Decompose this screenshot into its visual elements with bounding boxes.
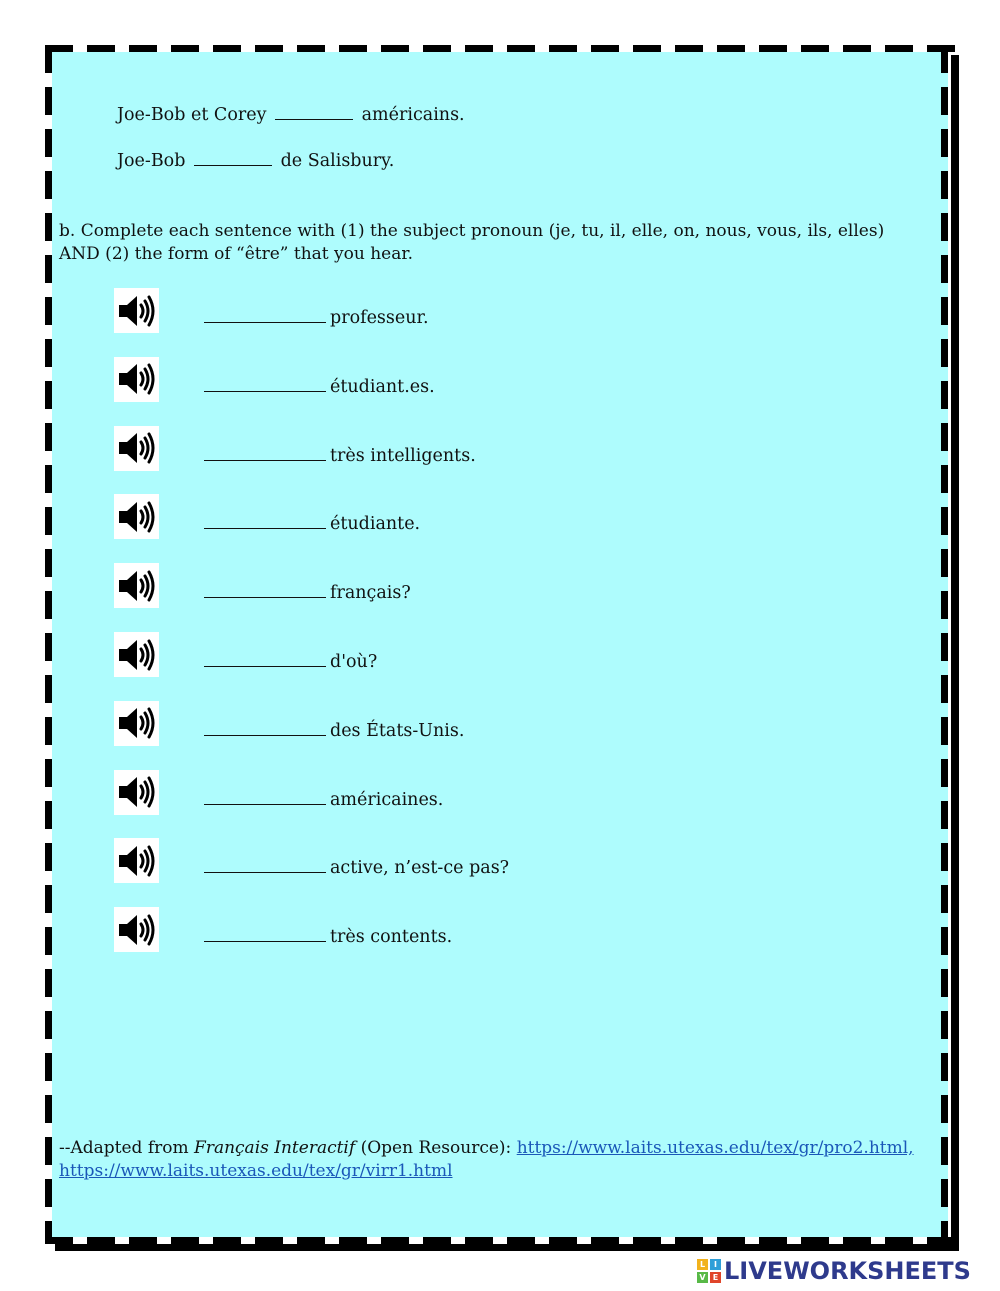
sentence-text: très contents. (330, 927, 453, 948)
credit-prefix: --Adapted from (59, 1138, 195, 1158)
exercise-row (0, 632, 1000, 682)
sentence (204, 308, 429, 328)
part-a-sentence-1 (117, 105, 465, 125)
answer-blank[interactable] (204, 321, 326, 323)
speaker-icon[interactable] (114, 701, 159, 746)
answer-blank[interactable] (204, 734, 326, 736)
sentence-text: américaines. (330, 789, 444, 810)
sentence-text: étudiant.es. (330, 376, 435, 397)
speaker-icon[interactable] (114, 357, 159, 402)
answer-blank[interactable] (204, 665, 326, 667)
exercise-row (0, 494, 1000, 544)
answer-blank[interactable] (275, 118, 353, 120)
sentence (204, 790, 443, 810)
speaker-icon[interactable] (114, 494, 159, 539)
exercise-row (0, 838, 1000, 888)
sentence (204, 514, 420, 534)
sentence (204, 446, 476, 466)
part-b-instructions: b. Complete each sentence with (1) the subject pronoun (je, tu, il, elle, on, nous, vous, ils, elles) AND (2) the form of “être” that you hear. (59, 221, 885, 264)
sentence-text: très intelligents. (330, 445, 476, 466)
logo-cube: E (710, 1272, 721, 1283)
credit-source-title: Français Interactif (194, 1138, 356, 1158)
sentence-text: français? (330, 583, 411, 604)
sentence-text: active, n’est-ce pas? (330, 858, 510, 879)
logo-cubes-icon (697, 1259, 721, 1283)
answer-blank[interactable] (204, 390, 326, 392)
exercise-row (0, 701, 1000, 751)
sentence-text: professeur. (330, 308, 429, 328)
speaker-icon[interactable] (114, 426, 159, 471)
sentence (204, 652, 377, 672)
answer-blank[interactable] (204, 803, 326, 805)
speaker-icon[interactable] (114, 907, 159, 952)
source-credit (59, 1137, 939, 1183)
answer-blank[interactable] (204, 527, 326, 529)
answer-blank[interactable] (194, 164, 272, 166)
sentence (204, 858, 509, 878)
sentence-start: Joe-Bob et Corey (117, 105, 267, 125)
border-shadow-bottom (55, 1244, 959, 1251)
exercise-row (0, 426, 1000, 476)
exercise-row (0, 563, 1000, 613)
sentence-text: d'où? (330, 652, 378, 672)
answer-blank[interactable] (204, 940, 326, 942)
logo-cube: V (697, 1272, 708, 1283)
sentence-end: de Salisbury. (280, 151, 395, 171)
credit-link-2[interactable]: https://www.laits.utexas.edu/tex/gr/virr1.html (59, 1161, 453, 1181)
dashed-border-top (45, 45, 955, 52)
sentence-text: des États-Unis. (330, 720, 465, 741)
credit-middle: (Open Resource): (355, 1138, 517, 1158)
speaker-icon[interactable] (114, 632, 159, 677)
sentence (204, 721, 464, 741)
speaker-icon[interactable] (114, 563, 159, 608)
speaker-icon[interactable] (114, 838, 159, 883)
dashed-border-bottom (45, 1237, 955, 1244)
sentence (204, 583, 411, 603)
logo-text: LIVEWORKSHEETS (724, 1257, 971, 1285)
exercise-row (0, 770, 1000, 820)
exercise-row (0, 907, 1000, 957)
sentence-start: Joe-Bob (117, 151, 186, 171)
liveworksheets-logo (697, 1256, 971, 1286)
part-a-sentence-2 (117, 151, 394, 171)
exercise-row (0, 288, 1000, 338)
logo-cube: L (697, 1259, 708, 1270)
sentence (204, 927, 452, 947)
exercise-row (0, 357, 1000, 407)
sentence-end: américains. (361, 105, 465, 125)
speaker-icon[interactable] (114, 288, 159, 333)
sentence-text: étudiante. (330, 514, 421, 535)
logo-cube: I (710, 1259, 721, 1270)
answer-blank[interactable] (204, 871, 326, 873)
sentence (204, 377, 435, 397)
credit-link-1[interactable]: https://www.laits.utexas.edu/tex/gr/pro2.html, (516, 1138, 914, 1158)
answer-blank[interactable] (204, 596, 326, 598)
answer-blank[interactable] (204, 459, 326, 461)
speaker-icon[interactable] (114, 770, 159, 815)
